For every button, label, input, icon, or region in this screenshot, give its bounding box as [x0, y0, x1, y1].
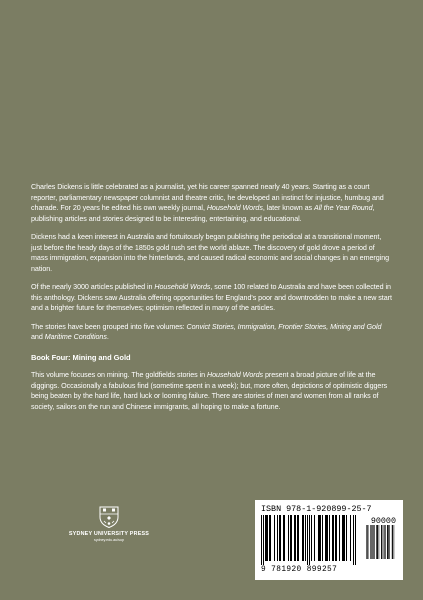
- blurb-text: , later known as: [262, 204, 314, 212]
- blurb-text: .: [106, 333, 109, 341]
- barcode-bar: [371, 525, 372, 559]
- barcode-bar: [320, 515, 321, 561]
- barcode-bar: [373, 525, 374, 559]
- barcode-bar: [297, 515, 298, 561]
- barcode-bar: [326, 515, 327, 561]
- barcode-bar: [329, 515, 330, 561]
- barcode-bar: [333, 515, 334, 561]
- barcode-bar: [294, 515, 295, 561]
- barcode-bar: [367, 525, 368, 559]
- barcode-bar: [265, 515, 266, 561]
- barcode-bar: [295, 515, 296, 561]
- barcode-bar: [298, 515, 299, 561]
- publisher-name: SYDNEY UNIVERSITY PRESS: [68, 531, 150, 537]
- blurb-paragraph-australia: Dickens had a keen interest in Australia and fortuitously began publishing the periodical at a transitional moment, just before the heady days of the 1850s gold rush set the world ablaze. The discovery of gold drove a period of mass immigration, expansion into the hinterlands, and caused radical economic and social changes in an emerging nation.: [31, 233, 390, 273]
- barcode-bar: [284, 515, 285, 561]
- barcode-bar: [372, 525, 373, 559]
- barcode-bar: [269, 515, 270, 561]
- blurb-text: The stories have been grouped into five volumes:: [31, 322, 187, 331]
- blurb-text: Charles Dickens is little celebrated as a journalist, yet his career spanned nearly 40 years. Starting as a court reporter, parliamentary newspaper columnist and theatre critic, he developed an instinct for injustice, humbug and charade. For 20 years he edited his own weekly journal,: [31, 183, 384, 212]
- barcode-bar: [384, 525, 385, 559]
- barcode-bar: [266, 515, 267, 561]
- barcode-bar: [368, 525, 369, 559]
- barcode-bar: [387, 525, 388, 559]
- barcode-bar: [305, 515, 306, 561]
- barcode-bar: [290, 515, 291, 561]
- barcode-bar: [307, 515, 308, 565]
- barcode-bar: [311, 515, 312, 561]
- blurb-paragraph-mining: [31, 370, 393, 412]
- barcode-bar: [336, 515, 337, 561]
- barcode-bar: [279, 515, 280, 561]
- barcode-bar: [327, 515, 328, 561]
- barcode-bar: [350, 515, 351, 561]
- barcode-bar: [388, 525, 389, 559]
- barcode-bar: [355, 515, 356, 565]
- ean-barcode-bars: [261, 515, 361, 567]
- barcode-bar: [376, 525, 377, 559]
- barcode-bar: [261, 515, 262, 565]
- journal-title: Household Words: [154, 283, 211, 291]
- barcode-bar: [392, 525, 393, 559]
- barcode-bar: [322, 515, 323, 561]
- blurb-text: , some 100 related to Australia and have been collected in this anthology. Dickens saw Australia offering opportunities for England's poor and downtrodden to make a new start and a brighter future for themselves; optimism reflected in many of the articles.: [31, 283, 392, 312]
- blurb-text: and: [31, 333, 45, 341]
- barcode-bar: [344, 515, 345, 561]
- isbn-barcode: [255, 500, 403, 580]
- barcode-bar: [280, 515, 281, 561]
- barcode-bar: [319, 515, 320, 561]
- book-four-heading: Book Four: Mining and Gold: [31, 352, 131, 362]
- barcode-bar: [318, 515, 319, 561]
- barcode-bar: [274, 515, 275, 561]
- barcode-bar: [288, 515, 289, 561]
- barcode-bar: [377, 525, 378, 559]
- blurb-text: This volume focuses on mining. The goldfields stories in: [31, 371, 208, 379]
- barcode-bar: [325, 515, 326, 561]
- blurb-paragraph-intro: [31, 182, 393, 224]
- addon-barcode-bars: [366, 525, 398, 561]
- barcode-bar: [379, 525, 380, 559]
- barcode-bar: [314, 515, 315, 561]
- barcode-bar: [291, 515, 292, 561]
- barcode-bar: [263, 515, 264, 565]
- barcode-bar: [353, 515, 354, 565]
- barcode-bar: [332, 515, 333, 561]
- journal-title: Household Words: [207, 371, 264, 379]
- barcode-bar: [309, 515, 310, 565]
- barcode-bar: [339, 515, 340, 561]
- barcode-bar: [382, 525, 383, 559]
- barcode-bar: [383, 525, 384, 559]
- barcode-digits: 9 781920 899257: [261, 566, 338, 574]
- barcode-bar: [303, 515, 304, 561]
- barcode-bar: [370, 525, 371, 559]
- blurb-text: , publishing articles and stories designed to be interesting, entertaining, and educational.: [31, 204, 375, 223]
- barcode-bar: [343, 515, 344, 561]
- journal-title: Household Words: [206, 204, 263, 212]
- barcode-bar: [302, 515, 303, 561]
- barcode-bar: [377, 525, 378, 559]
- publisher-logo: [67, 506, 151, 542]
- blurb-text: present a broad picture of life at the diggings. Occasionally a fabulous find (sometime spent in a week); but, more often, depictions of optimistic diggers being beaten by the hard life, hard luck or looming failure. There are stories of men and women from all ranks of society, sailors on the run and Chinese immigrants, all hoping to make a fortune.: [31, 371, 388, 411]
- barcode-bar: [335, 515, 336, 561]
- barcode-bar: [392, 525, 393, 559]
- volume-titles: Convict Stories, Immigration, Frontier Stories, Mining and Gold: [186, 322, 382, 331]
- blurb-paragraph-volumes: [31, 322, 393, 343]
- barcode-bar: [394, 525, 395, 559]
- barcode-bar: [267, 515, 268, 561]
- isbn-label: ISBN 978-1-920899-25-7: [261, 504, 372, 514]
- barcode-bar: [388, 525, 389, 559]
- barcode-bar: [283, 515, 284, 561]
- barcode-bar: [385, 525, 386, 559]
- barcode-bar: [374, 525, 375, 559]
- barcode-bar: [342, 515, 343, 561]
- publisher-url: sydney.edu.au/sup: [94, 538, 124, 542]
- price-code: 90000: [370, 516, 396, 526]
- barcode-bar: [389, 525, 390, 559]
- volume-title: Maritime Conditions: [44, 333, 107, 341]
- barcode-bar: [270, 515, 271, 561]
- university-crest-icon: [67, 506, 151, 528]
- back-cover-blurb: [31, 182, 393, 420]
- barcode-bar: [346, 515, 347, 561]
- blurb-text: Of the nearly 3000 articles published in: [31, 283, 155, 291]
- barcode-bar: [381, 525, 382, 559]
- barcode-bar: [366, 525, 367, 559]
- journal-title: All the Year Round: [314, 204, 373, 212]
- barcode-bar: [277, 515, 278, 561]
- blurb-paragraph-anthology: [31, 282, 393, 314]
